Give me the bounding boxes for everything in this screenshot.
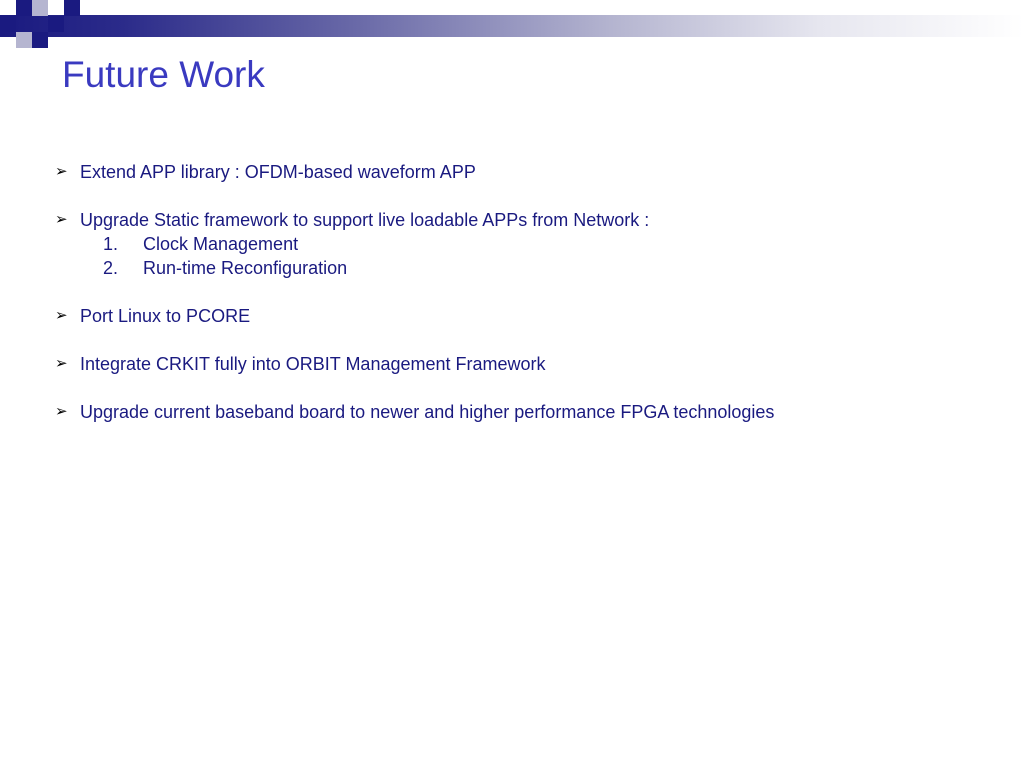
sub-item (80, 256, 995, 280)
bullet-item (55, 160, 995, 184)
sub-item-text: Clock Management (143, 234, 299, 254)
arrowhead-bullet-icon: ➢ (55, 403, 68, 420)
sub-item-number: 1. (103, 234, 119, 254)
header-band (0, 15, 1024, 37)
sub-item (80, 232, 995, 256)
arrowhead-bullet-icon: ➢ (55, 211, 68, 228)
bullet-text: Integrate CRKIT fully into ORBIT Management Framework (80, 354, 546, 374)
bullet-item (55, 208, 995, 280)
sub-item-number: 2. (103, 258, 119, 278)
bullet-text: Upgrade Static framework to support live loadable APPs from Network : (80, 210, 650, 230)
arrowhead-bullet-icon: ➢ (55, 307, 68, 324)
bullet-text: Port Linux to PCORE (80, 306, 251, 326)
slide-title: Future Work (62, 54, 265, 95)
bullet-text: Upgrade current baseband board to newer and higher performance FPGA technologies (80, 402, 775, 422)
arrowhead-bullet-icon: ➢ (55, 163, 68, 180)
sub-item-text: Run-time Reconfiguration (143, 258, 348, 278)
checkerboard-decoration (0, 0, 80, 60)
bullet-item (55, 400, 995, 424)
bullet-item (55, 304, 995, 328)
arrowhead-bullet-icon: ➢ (55, 355, 68, 372)
bullet-item (55, 352, 995, 376)
bullet-text: Extend APP library : OFDM-based waveform APP (80, 162, 476, 182)
sub-list (80, 232, 995, 280)
bullet-list (55, 160, 995, 424)
